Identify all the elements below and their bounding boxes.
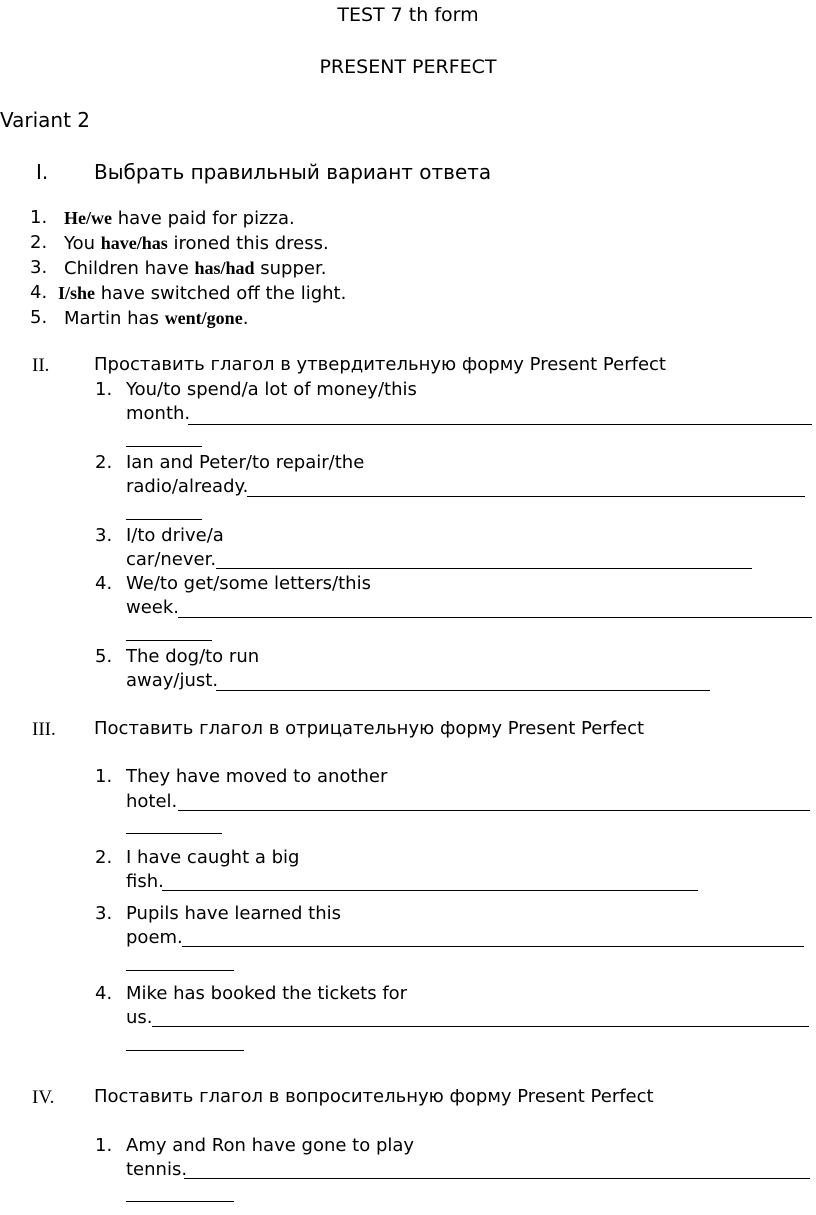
answer-choice: went/gone <box>164 308 243 328</box>
answer-choice: He/we <box>64 208 112 228</box>
section-2-title: Проставить глагол в утвердительную форму Present Perfect <box>94 354 666 375</box>
list-item-text: tennis. <box>126 1159 188 1180</box>
section-2-number: II. <box>32 355 50 376</box>
answer-line <box>216 568 752 569</box>
list-item-text: Mike has booked the tickets for <box>126 983 408 1004</box>
answer-line <box>247 496 805 497</box>
list-item: Martin has went/gone. <box>64 308 249 329</box>
list-item-text: You/to spend/a lot of money/this <box>126 379 417 400</box>
list-item-text: I have caught a big <box>126 847 300 868</box>
answer-line <box>178 810 810 811</box>
answer-line <box>152 1026 809 1027</box>
list-item-text: We/to get/some letters/this <box>126 573 371 594</box>
list-item-text: Pupils have learned this <box>126 903 342 924</box>
list-item-text: Ian and Peter/to repair/the <box>126 452 365 473</box>
answer-line <box>126 1050 244 1051</box>
answer-line <box>126 640 212 641</box>
list-item-text: car/never. <box>126 549 217 570</box>
answer-line <box>126 1201 234 1202</box>
answer-line <box>178 617 812 618</box>
list-item-number: 1. <box>95 766 113 787</box>
answer-choice: has/had <box>194 258 255 278</box>
answer-line <box>126 446 202 447</box>
page-subtitle: PRESENT PERFECT <box>319 56 497 78</box>
list-item: 1. <box>30 207 48 228</box>
list-item-number: 2. <box>95 847 113 868</box>
answer-line <box>162 890 698 891</box>
variant-label: Variant 2 <box>0 108 91 132</box>
answer-line <box>188 424 812 425</box>
list-item-text: month. <box>126 403 191 424</box>
list-item-text: Amy and Ron have gone to play <box>126 1135 415 1156</box>
section-3-number: III. <box>32 719 56 740</box>
list-item: You have/has ironed this dress. <box>64 233 329 254</box>
list-item-text: poem. <box>126 927 183 948</box>
section-4-number: IV. <box>32 1087 55 1108</box>
answer-choice: I/she <box>58 283 96 303</box>
list-item-text: us. <box>126 1007 153 1028</box>
list-item-number: 3. <box>95 903 113 924</box>
answer-line <box>126 519 202 520</box>
list-item: I/she have switched off the light. <box>58 283 347 304</box>
list-item-text: They have moved to another <box>126 766 388 787</box>
list-item: 4. <box>30 282 48 303</box>
list-item-text: week. <box>126 597 180 618</box>
list-item: He/we have paid for pizza. <box>64 208 295 229</box>
list-item: 2. <box>30 232 48 253</box>
answer-choice: have/has <box>100 233 168 253</box>
list-item-text: hotel. <box>126 791 178 812</box>
section-3-title: Поставить глагол в отрицательную форму Present Perfect <box>94 718 645 739</box>
list-item-number: 1. <box>95 1135 113 1156</box>
list-item-text: The dog/to run <box>126 646 260 667</box>
list-item-number: 2. <box>95 452 113 473</box>
list-item-text: radio/already. <box>126 476 249 497</box>
answer-line <box>126 970 234 971</box>
section-1-title: Выбрать правильный вариант ответа <box>94 160 492 184</box>
list-item: 3. <box>30 257 48 278</box>
section-1-number: I. <box>36 160 49 184</box>
answer-line <box>184 1178 810 1179</box>
list-item-number: 3. <box>95 525 113 546</box>
page-title: TEST 7 th form <box>337 4 479 26</box>
list-item-text: I/to drive/a <box>126 525 224 546</box>
list-item: 5. <box>30 307 48 328</box>
list-item-text: fish. <box>126 871 164 892</box>
answer-line <box>216 690 710 691</box>
list-item-number: 4. <box>95 983 113 1004</box>
list-item: Children have has/had supper. <box>64 258 327 279</box>
list-item-text: away/just. <box>126 670 219 691</box>
list-item-number: 1. <box>95 379 113 400</box>
list-item-number: 5. <box>95 646 113 667</box>
answer-line <box>126 833 222 834</box>
section-4-title: Поставить глагол в вопросительную форму Present Perfect <box>94 1086 654 1107</box>
list-item-number: 4. <box>95 573 113 594</box>
answer-line <box>182 946 804 947</box>
